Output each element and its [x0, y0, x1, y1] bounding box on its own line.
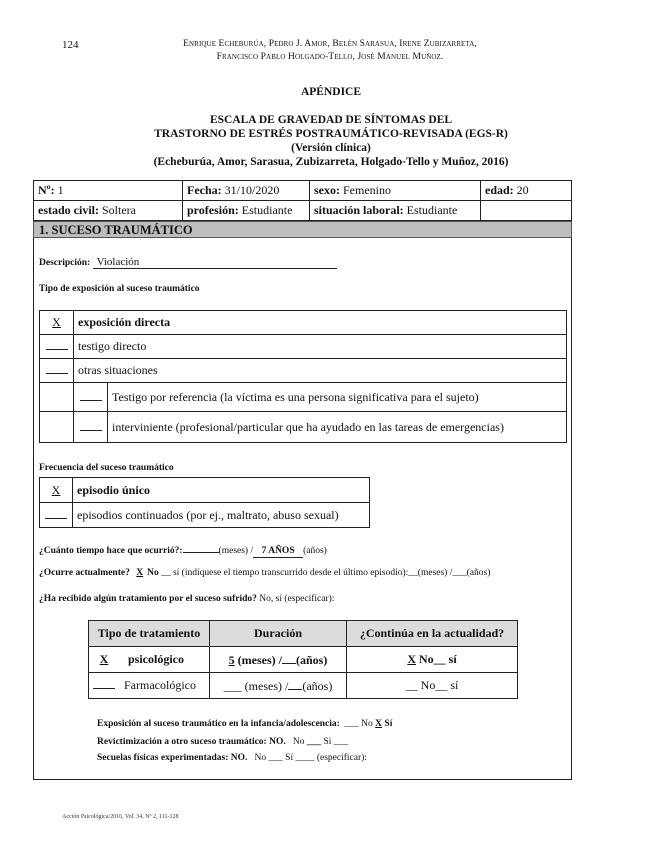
description-value: Violación	[93, 256, 337, 269]
exposure-option-direct: exposición directa	[74, 311, 567, 335]
title-line4: (Echeburúa, Amor, Sarasua, Zubizarreta, Holgado-Tello y Muñoz, 2016)	[153, 156, 509, 168]
exposure-mark-5	[74, 412, 108, 443]
exposure-mark-4	[74, 383, 108, 412]
treatment-header-duration: Duración	[210, 621, 347, 647]
patient-info-table	[33, 180, 572, 221]
profession-value: Estudiante	[241, 203, 293, 217]
exposure-mark-2	[40, 335, 74, 359]
date-value: 31/10/2020	[224, 183, 280, 197]
civil-status-cell: estado civil: Soltera	[34, 201, 183, 221]
civil-status-value: Soltera	[102, 203, 136, 217]
exposure-option-responder: interviniente (profesional/particular que ha ayudado en las tareas de emergencias)	[108, 412, 567, 443]
treatment-header-type: Tipo de tratamiento	[89, 621, 210, 647]
authors-line1: Enrique Echeburúa, Pedro J. Amor, Belén Sarasua, Irene Zubizarreta,	[183, 39, 477, 49]
exposure-option-reference: Testigo por referencia (la víctima es una persona significativa para el sujeto)	[108, 383, 567, 412]
age-value: 20	[516, 183, 529, 197]
authors-line2: Francisco Pablo Holgado-Tello, José Manuel Muñoz.	[216, 52, 444, 62]
work-status-value: Estudiante	[406, 203, 458, 217]
revictimization-line: Revictimización a otro suceso traumático: NO. No ___ Si ___	[97, 737, 349, 747]
sex-cell: sexo: Femenino	[310, 181, 481, 201]
exposure-mark-3	[40, 359, 74, 383]
patient-number-cell: Nº: 1	[34, 181, 183, 201]
exposure-option-witness: testigo directo	[74, 335, 567, 359]
title-line3: (Versión clínica)	[291, 142, 371, 154]
sex-value: Femenino	[343, 183, 391, 197]
treatment-table	[88, 620, 518, 699]
ongoing-mark: X	[136, 568, 144, 578]
journal-footer: Acción Psicológica/2016, Vol. 34, Nº 2, 111-128	[62, 814, 179, 820]
description-row	[39, 256, 337, 269]
question-treatment: ¿Ha recibido algún tratamiento por el suceso sufrido? No, sí (especificar):	[39, 594, 335, 604]
running-header-authors	[150, 38, 510, 64]
empty-cell	[481, 201, 572, 221]
patient-number: 1	[57, 183, 64, 197]
description-label: Descripción:	[39, 258, 91, 268]
age-cell: edad: 20	[481, 181, 572, 201]
title-line1: ESCALA DE GRAVEDAD DE SÍNTOMAS DEL	[209, 114, 453, 126]
profession-cell: profesión: Estudiante	[183, 201, 310, 221]
frequency-mark-2	[40, 503, 73, 528]
childhood-exposure-line: Exposición al suceso traumático en la infancia/adolescencia: ___ No X Sí	[97, 719, 393, 729]
treatment-row-psychological: X psicológico 5 (meses) / (años) X No__ sí	[89, 647, 518, 673]
title-line2: TRASTORNO DE ESTRÉS POSTRAUMÁTICO-REVISADA (EGS-R)	[154, 128, 508, 140]
appendix-heading: APÉNDICE	[300, 86, 362, 98]
page-number: 124	[62, 39, 79, 51]
frequency-mark-1: X	[40, 478, 73, 503]
frequency-table	[39, 477, 370, 528]
question-ongoing: ¿Ocurre actualmente? X No __ sí (indíquese el tiempo transcurrido desde el último episodio):__(meses) /___(años)	[39, 568, 491, 578]
frequency-option-continued: episodios continuados (por ej., maltrato, abuso sexual)	[73, 503, 370, 528]
work-status-cell: situación laboral: Estudiante	[310, 201, 481, 221]
time-since-value: 7 AÑOS	[253, 546, 303, 558]
exposure-option-other: otras situaciones	[74, 359, 567, 383]
section-heading: 1. SUCESO TRAUMÁTICO	[33, 221, 572, 238]
scale-title	[0, 113, 662, 169]
exposure-mark-1: X	[40, 311, 74, 335]
treatment-header-continues: ¿Continúa en la actualidad?	[347, 621, 518, 647]
treatment-row-pharmacological: Farmacológico ___ (meses) / (años) __ No__ sí	[89, 673, 518, 699]
exposure-table	[39, 310, 567, 443]
date-cell: Fecha: 31/10/2020	[183, 181, 310, 201]
physical-sequelae-line: Secuelas físicas experimentadas: NO. No ___ Sí ____ (especificar):	[97, 753, 367, 763]
question-how-long: ¿Cuánto tiempo hace que ocurrió?: (meses) / 7 AÑOS (años)	[39, 541, 327, 558]
frequency-title: Frecuencia del suceso traumático	[39, 463, 174, 473]
exposure-title: Tipo de exposición al suceso traumático	[39, 284, 200, 294]
frequency-option-single: episodio único	[73, 478, 370, 503]
